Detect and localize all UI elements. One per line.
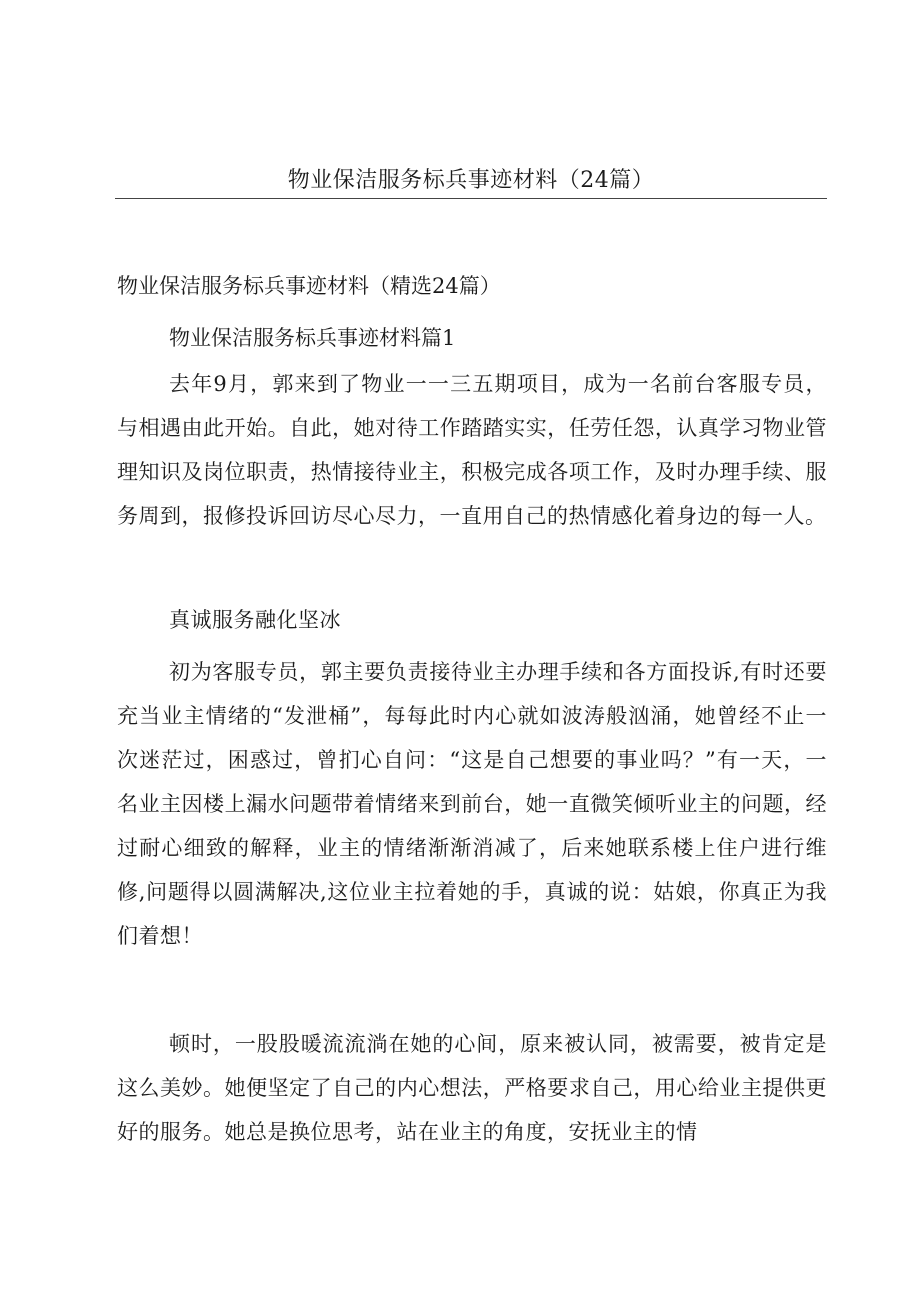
document-subtitle: 物业保洁服务标兵事迹材料（精选24篇） bbox=[117, 274, 501, 298]
section-heading: 物业保洁服务标兵事迹材料篇1 bbox=[169, 326, 456, 350]
paragraph-reflection: 顿时，一股股暖流流淌在她的心间，原来被认同，被需要，被肯定是这么美妙。她便坚定了自己的内心想法，严格要求自己，用心给业主提供更好的服务。她总是换位思考，站在业主的角度，安抚业主的情 bbox=[117, 1032, 827, 1144]
document-title: 物业保洁服务标兵事迹材料（24篇） bbox=[287, 168, 655, 193]
paragraph-intro: 去年9月，郭来到了物业一一三五期项目，成为一名前台客服专员，与相遇由此开始。自此，她对待工作踏踏实实，任劳任怨，认真学习物业管理知识及岗位职责，热情接待业主，积极完成各项工作，及时办理手续、服务周到，报修投诉回访尽心尽力，一直用自己的热情感化着身边的每一人。 bbox=[117, 372, 827, 528]
paragraph-story: 初为客服专员，郭主要负责接待业主办理手续和各方面投诉,有时还要充当业主情绪的“发泄桶”，每每此时内心就如波涛般汹涌，她曾经不止一次迷茫过，困惑过，曾扪心自问：“这是自己想要的事业吗？”有一天，一名业主因楼上漏水问题带着情绪来到前台，她一直微笑倾听业主的问题，经过耐心细致的解释，业主的情绪渐渐消减了，后来她联系楼上住户进行维修,问题得以圆满解决,这位业主拉着她的手，真诚的说：姑娘，你真正为我们着想！ bbox=[117, 660, 827, 948]
paragraph-subheading: 真诚服务融化坚冰 bbox=[169, 608, 341, 632]
title-underline bbox=[115, 198, 827, 199]
